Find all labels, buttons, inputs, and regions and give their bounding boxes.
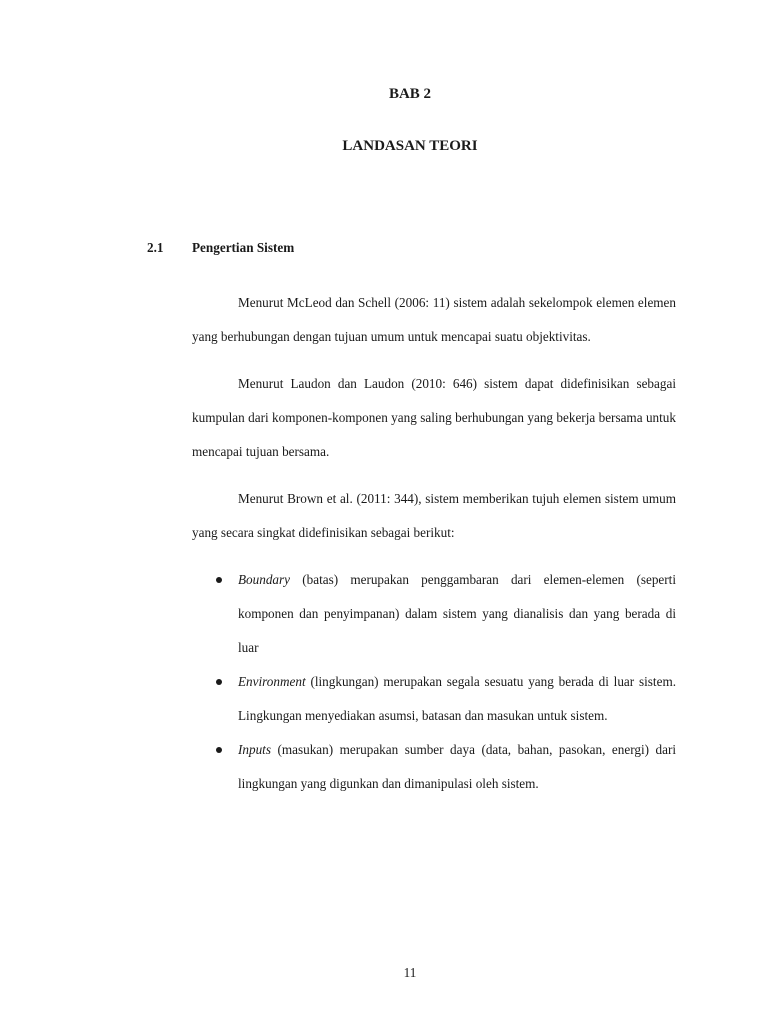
page-number: 11 — [403, 965, 417, 980]
term-inputs: Inputs — [238, 742, 271, 757]
paragraph-mcleod: Menurut McLeod dan Schell (2006: 11) sistem adalah sekelompok elemen elemen yang berhubungan dengan tujuan umum untuk mencapai suatu objektivitas. — [192, 295, 676, 344]
section-number: 2.1 — [147, 240, 164, 255]
system-elements-list — [192, 563, 676, 801]
chapter-title: LANDASAN TEORI — [342, 138, 478, 154]
list-item — [192, 665, 676, 733]
bullet-icon — [216, 679, 222, 685]
body-text — [192, 286, 676, 801]
paragraph-laudon: Menurut Laudon dan Laudon (2010: 646) sistem dapat didefinisikan sebagai kumpulan dari komponen-komponen yang saling berhubungan yang bekerja bersama untuk mencapai tujuan bersama. — [192, 376, 676, 459]
list-item — [192, 563, 676, 665]
definition-text: (masukan) merupakan sumber daya (data, bahan, pasokan, energi) dari lingkungan yang digunkan dan dimanipulasi oleh sistem. — [238, 742, 676, 791]
bullet-icon — [216, 577, 222, 583]
section-title: Pengertian Sistem — [192, 240, 295, 255]
term-environment: Environment — [238, 674, 306, 689]
list-item — [192, 733, 676, 801]
paragraph-brown: Menurut Brown et al. (2011: 344), sistem memberikan tujuh elemen sistem umum yang secara singkat didefinisikan sebagai berikut: — [192, 491, 676, 540]
bullet-icon — [216, 747, 222, 753]
definition-text: (lingkungan) merupakan segala sesuatu yang berada di luar sistem. Lingkungan menyediakan asumsi, batasan dan masukan untuk sistem. — [238, 674, 676, 723]
section-heading — [147, 240, 294, 256]
chapter-number: BAB 2 — [388, 86, 432, 102]
term-boundary: Boundary — [238, 572, 291, 587]
definition-text: (batas) merupakan penggambaran dari elemen-elemen (seperti komponen dan penyimpanan) dalam sistem yang dianalisis dan yang berada di luar — [238, 572, 676, 655]
